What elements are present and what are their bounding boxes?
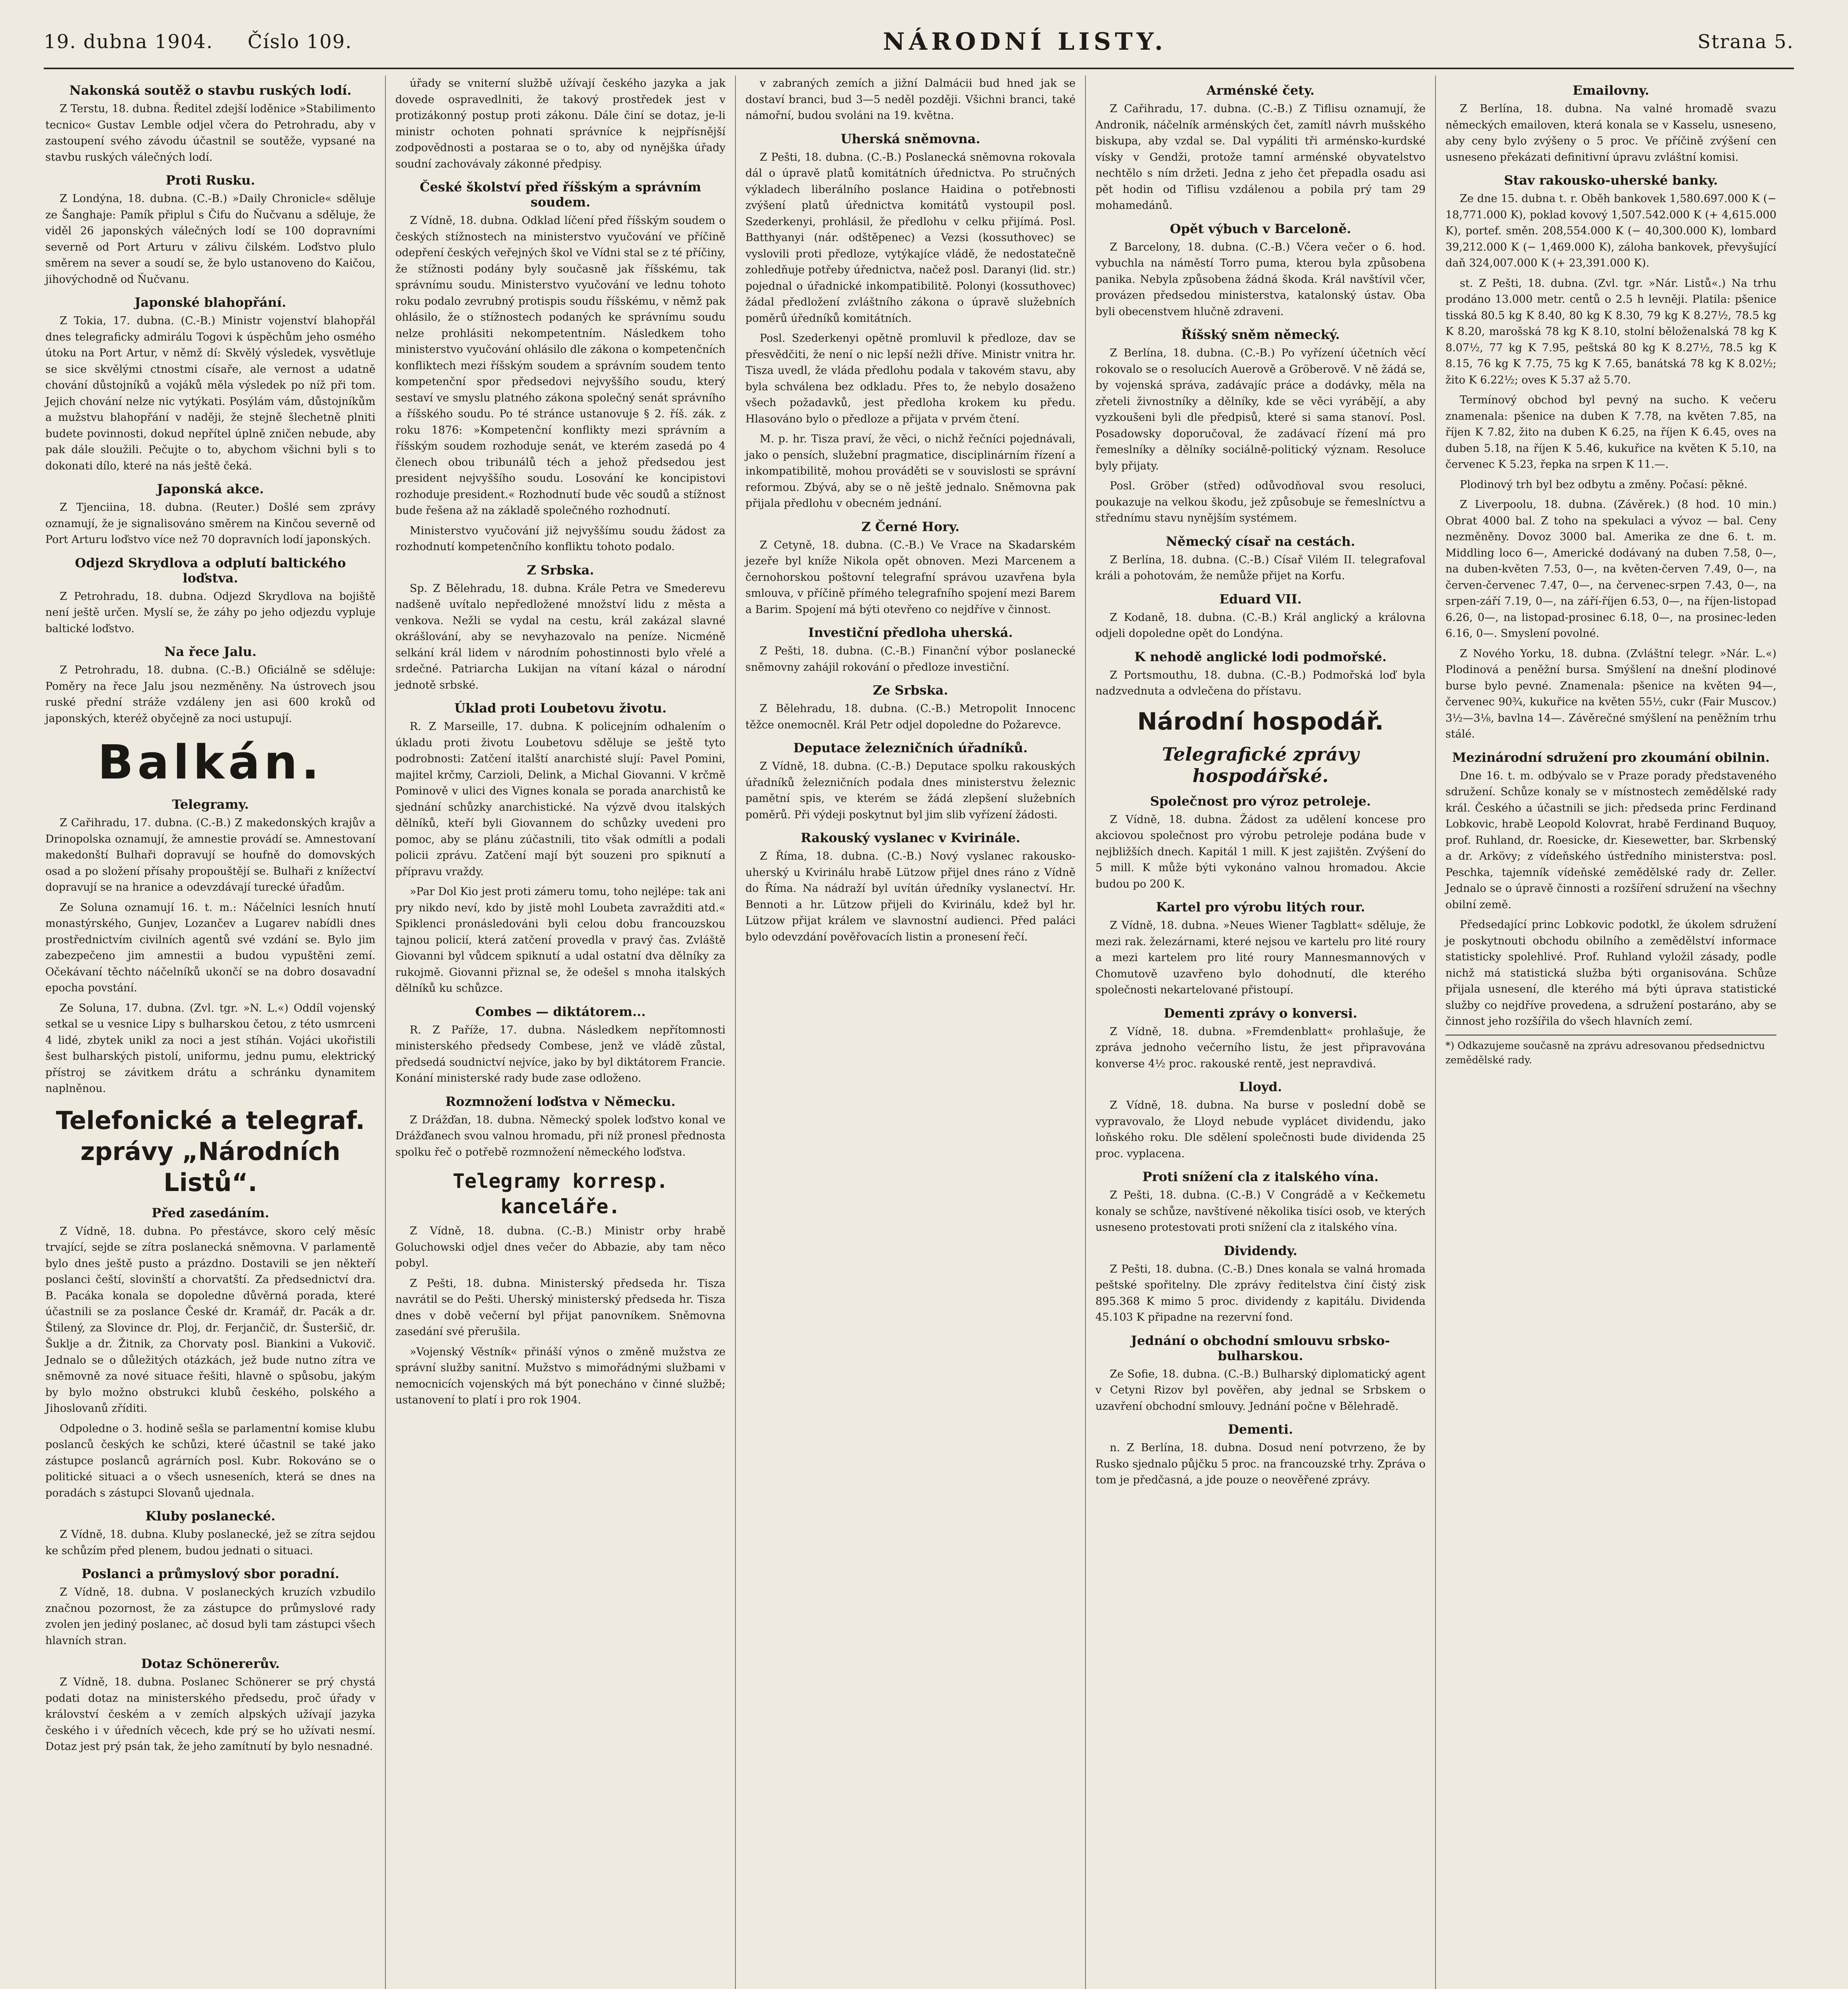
article-text: st. Z Pešti, 18. dubna. (Zvl. tgr. »Nár. Listů«.) Na trhu prodáno 13.000 metr. centů o 2.5 h levněji. Platila: pšenice tisská 80.5 kg K 8.40, 80 kg K 8.30, 79 kg K 8.27½, 78.5 kg K 8.20, marošská 78 kg K 8.10, stolní běloženalská 78 kg K 8.07½, 77 kg K 7.95, peštská 80 kg K 8.27½, 78.5 kg K 8.15, 76 kg K 7.75, 75 kg K 7.65, banátská 78 kg K 8.02½; žito K 6.22½; oves K 5.37 až 5.70. xyxy=(1445,277,1776,386)
section-heading-telefonicke: Telefonické a telegraf. zprávy „Národních Listů“. xyxy=(56,1105,365,1197)
section-heading-telegraficke-zpravy: Telegrafické zprávy hospodářské. xyxy=(1162,743,1359,786)
article-heading: Dividendy. xyxy=(1224,1243,1297,1258)
article-heading: Emailovny. xyxy=(1572,83,1650,98)
article-columns xyxy=(36,76,1818,1989)
article-heading: Arménské čety. xyxy=(1206,83,1315,98)
article-text: »Par Dol Kio jest proti zámeru tomu, toho nejlépe: tak ani pry nikdo neví, kdo by jistě mohl Loubeta zavražditi atd.« Spiklenci pronásledováni byli celou dobu francouzskou tajnou policií, která zatčení provedla v pravý čas. Zvláště Giovanni byl vůdcem spiknutí a udal ostatní dva dělníky za rukojmě. Giovanni přiznal se, že odešel s mnoha italských dělníků ku schůzce. xyxy=(395,886,726,994)
article-text: Z Říma, 18. dubna. (C.-B.) Nový vyslanec rakousko-uherský u Kvirinálu hrabě Lützow přijel dnes ráno z Vídně do Říma. Na nádraží byl uvítán úředníky vyslanectví. Hr. Bennoti a hr. Lützow přijeli do Kvirinálu, kdež byl hr. Lützow přijat králem ve slavnostní audienci. Před paláci bylo odevzdání pověřovacích listin a pronesení řečí. xyxy=(745,850,1076,943)
article-text: Z Vídně, 18. dubna. V poslaneckých kruzích vzbudilo značnou pozornost, že za zástupce do průmyslové rady zvolen jen jediný poslanec, ač dosud byli tam zástupci všech hlavních stran. xyxy=(45,1586,375,1647)
article-text: Z Vídně, 18. dubna. Poslanec Schönerer se prý chystá podati dotaz na ministerského předsedu, proč úřady v království českém a v zemích alpských užívají jazyka českého i v úředních věcech, kde prý se ho užívati nesmí. Dotaz jest prý psán tak, že jeho zamítnutí by bylo nesnadné. xyxy=(45,1676,375,1753)
article-heading: Rakouský vyslanec v Kvirinále. xyxy=(800,830,1021,845)
article-text: n. Z Berlína, 18. dubna. Dosud není potvrzeno, že by Rusko sjednalo půjčku 5 proc. na francouzské trhy. Zpráva o tom je předčasná, a jde pouze o neověřené zprávy. xyxy=(1095,1442,1426,1486)
issue-date: 19. dubna 1904. xyxy=(44,31,214,53)
article-heading: České školství před říšským a správním soudem. xyxy=(420,179,701,210)
article-text: Termínový obchod byl pevný na sucho. K večeru znamenala: pšenice na duben K 7.78, na květen 7.85, na říjen K 7.82, žito na duben K 6.25, na říjen K 6.45, oves na duben 5.18, na říjen K 5.46, kukuřice na květen K 5.10, na červenec K 5.23, řepka na srpen K 11.—. xyxy=(1445,394,1776,471)
article-text: Dne 16. t. m. odbývalo se v Praze porady představeného sdružení. Schůze konaly se v místnostech zemědělské rady král. Českého a účastnili se jich: předseda princ Ferdinand Lobkovic, hrabě Leopold Kolovrat, hrabě Ferdinand Buquoy, prof. Ruhland, dr. Roesicke, dr. Kiesewetter, bar. Skrbenský a dr. Arkövy; z vídeňského ústředního ministerstva: posl. Peschka, tajemník vídeňské zemědělské rady dr. Zeller. Jednalo se o úpravě činnosti a rozšíření sdružení na všechny obilní země. xyxy=(1445,769,1776,911)
article-heading: Combes — diktátorem... xyxy=(475,1004,646,1019)
article-text: Ministerstvo vyučování již nejvyššímu soudu žádost za rozhodnutí kompetenčního konfliktu tohoto podalo. xyxy=(395,524,726,553)
footnote: *) Odkazujeme současně na zprávu adresovanou předsednictvu zemědělské rady. xyxy=(1445,1035,1776,1067)
article-text: Z Pešti, 18. dubna. (C.-B.) Dnes konala se valná hromada peštské spořitelny. Dle zprávy ředitelstva činí čistý zisk 895.368 K mimo 5 proc. dividendy z kapitálu. Dividenda 45.103 K připadne na rezervní fond. xyxy=(1095,1263,1426,1323)
article-text: Ze Soluna, 17. dubna. (Zvl. tgr. »N. L.«) Oddíl vojenský setkal se u vesnice Lipy s bulharskou četou, z této usmrceni 4 lidé, zbytek unikl za noci a jest stíhán. Vojáci ukořistili šest bulharských pistolí, uniformu, jednu pumu, elektrický přístroj se závitkem drátu a schránku dynamitem naplněnou. xyxy=(45,1002,375,1095)
page-number: Strana 5. xyxy=(1697,31,1794,53)
article-heading: Říšský sněm německý. xyxy=(1181,327,1340,342)
article-text: Z Vídně, 18. dubna. Kluby poslanecké, jež se zítra sejdou ke schůzím před plenem, budou jednati o situaci. xyxy=(45,1528,375,1557)
article-text: úřady se vniterní službě užívají českého jazyka a jak dovede ospravedlniti, že takový prostředek jest v protizákonný postup proti zákonu. Dále činí se dotaz, je-li ministr ochoten pohnati správníce k nejpřísnější zodpovědnosti a postaraa se o to, aby od nynějška úřady soudní zachovávaly zákonné předpisy. xyxy=(395,77,726,170)
article-text: Z Terstu, 18. dubna. Ředitel zdejší loděnice »Stabilimento tecnico« Gustav Lemble odjel včera do Petrohradu, aby v zastoupení svého závodu účastnil se soutěže, vypsané na stavbu ruských válečných lodí. xyxy=(45,103,375,163)
article-heading: Odjezd Skrydlova a odplutí baltického loďstva. xyxy=(75,555,346,586)
article-heading: Opět výbuch v Barceloně. xyxy=(1170,221,1351,236)
article-text: Z Cetyně, 18. dubna. (C.-B.) Ve Vrace na Skadarském jezeře byl kníže Nikola opět obnoven. Mezi Marcenem a černohorskou poštovní telegrafní správou uzavřena byla smlouva, v příčině přímého telegrafního spojení mezi Barem a Barim. Spojení má býti otevřeno co nejdříve v činnost. xyxy=(745,539,1076,616)
article-text: Z Portsmouthu, 18. dubna. (C.-B.) Podmořská loď byla nadzvednuta a odvlečena do přístavu. xyxy=(1095,669,1426,697)
article-text: Posl. Gröber (střed) odůvodňoval svou resoluci, poukazuje na velkou škodu, jež způsobuje se řemeslníctvu a střednímu stavu nynějším systémem. xyxy=(1095,480,1426,524)
article-text: Ze Sofie, 18. dubna. (C.-B.) Bulharský diplomatický agent v Cetyni Rizov byl pověřen, aby jednal se Srbskem o uzavření obchodní smlouvy. Jednání počne v Bělehradě. xyxy=(1095,1368,1426,1413)
section-heading-balkan: Balkán. xyxy=(97,735,323,790)
section-heading-telegramy-korresp: Telegramy korresp. kanceláře. xyxy=(453,1170,668,1218)
article-heading: Investiční předloha uherská. xyxy=(808,625,1013,640)
column-5 xyxy=(1436,76,1786,1989)
article-text: R. Z Marseille, 17. dubna. K policejním odhalením o úkladu proti životu Loubetovu sděluje se ještě tyto podrobnosti: Zatčení italští anarchisté slují: Pavel Pomini, majitel krčmy, Carzioli, Delink, a Michal Giovanni. V krčmě Pominově v ulici des Vignes konala se porada anarchistů ke sjednání schůzky anarchistické. Na výzvě dvou italských dělníků, kteří byli Giovannem do schůzky uvedeni pro pomoc, aby se plánu zúčastnili, tito však odmítli a podali policii zprávu. Zatčení mají být souzeni pro spiknutí a přípravu vraždy. xyxy=(395,720,726,878)
article-text: Z Tokia, 17. dubna. (C.-B.) Ministr vojenství blahopřál dnes telegraficky admirálu Togovi k úspěchům jeho osmého útoku na Port Artur, v němž dí: Skvělý výsledek, vysvětluje se sice skvělými ctnostmi císaře, ale vernost a udatně chování důstojníků a vojáků měla výsledek po níž při tom. Jejich chování nelze nic vytýkati. Posýlám vám, důstojníkům a mužstvu blahopřání v naději, že stejně šlechetně plniti budete povinnosti, dokud nepřítel úplně zničen nebude, aby pak dále sloužili. Pečujte o to, abychom všichni byli s to dokonati dílo, které na nás ještě čeká. xyxy=(45,315,375,472)
article-text: Z Vídně, 18. dubna. (C.-B.) Deputace spolku rakouských úřadníků železničních podala dnes ministerstvu železnic pamětní spis, ve kterém se žádá zlepšení služebních poměrů. Při výdeji poskytnut byl jim slib vyřízení žádosti. xyxy=(745,760,1076,821)
article-heading: Stav rakousko-uherské banky. xyxy=(1504,173,1718,188)
article-text: Z Cařihradu, 17. dubna. (C.-B.) Z Tiflisu oznamují, že Andronik, náčelník arménských čet, zamítl návrh mušského biskupa, aby vzdal se. Dal vypáliti tři arménsko-kurdské vísky v Gendži, protože tamní arménské obyvatelstvo nechtělo s ním držeti. Jedna z jeho čet přepadla osadu asi pět hodin od Tiflisu vzdálenou a pobila prý tam 29 mohamedánů. xyxy=(1095,103,1426,212)
article-text: M. p. hr. Tisza praví, že věci, o nichž řečníci pojednávali, jako o pensích, služební pragmatice, disciplinárním řízení a inkompatibilitě, mohou prováděti se v souvislosti se správní reformou. Zbývá, aby se o ně ještě jednalo. Sněmovna pak přijala předlohu v obecném jednání. xyxy=(745,433,1076,510)
article-heading: Dementi zprávy o konversi. xyxy=(1163,1005,1358,1021)
article-text: v zabraných zemích a jižní Dalmácii bud hned jak se dostaví branci, bud 3—5 neděl později. Všichni branci, také námořní, budou svoláni na 19. května. xyxy=(745,77,1076,122)
article-heading: Úklad proti Loubetovu životu. xyxy=(454,701,667,716)
article-text: Z Drážďan, 18. dubna. Německý spolek loďstvo konal ve Drážďanech svou valnou hromadu, při níž pronesl přednosta spolku řeč o potřebě rozmnožení německého loďstva. xyxy=(395,1113,726,1158)
article-heading: Uherská sněmovna. xyxy=(840,131,980,146)
section-heading-narodni-hospodar: Národní hospodář. xyxy=(1137,707,1384,736)
issue-number: Číslo 109. xyxy=(247,31,352,53)
article-text: Z Liverpoolu, 18. dubna. (Závěrek.) (8 hod. 10 min.) Obrat 4000 bal. Z toho na spekulaci a vývoz — bal. Ceny nezměněny. Dovoz 3000 bal. Amerika ze dne 6. t. m. Middling loco 6—, Americké dodávaný na duben 7.58, 0—, na duben-květen 7.53, 0—, na květen-červen 7.49, 0—, na červen-červenec 7.47, 0—, na červenec-srpen 7.43, 0—, na srpen-září 7.19, 0—, na září-říjen 6.53, 0—, na říjen-listopad 6.26, 0—, na listopad-prosinec 6.18, 0—, na prosinec-leden 6.16, 0—. Smyslení povolné. xyxy=(1445,498,1776,640)
article-text: Z Nového Yorku, 18. dubna. (Zvláštní telegr. »Nár. L.«) Plodinová a peněžní bursa. Smýšlení na dnešní plodinové burse bylo pevné. Znamenala: pšenice na květen 94—, červenec 90¾, kukuřice na květen 55½, cukr (Fair Muscov.) 3½—3⅛, bavlna 14—. Závěrečné smýšlení na peněžním trhu stálé. xyxy=(1445,647,1776,740)
article-heading: Deputace železničních úřadníků. xyxy=(793,740,1028,755)
article-text: Z Berlína, 18. dubna. Na valné hromadě svazu německých emailoven, která konala se v Kasselu, usneseno, aby ceny bylo zvýšeny o 5 proc. Ve příčině zvýšení cen usneseno překázati definitivní úpravu zvláštní komisi. xyxy=(1445,103,1776,163)
article-heading: Před zasedáním. xyxy=(152,1205,269,1220)
article-heading: Nakonská soutěž o stavbu ruských lodí. xyxy=(69,83,352,98)
article-text: Ze Soluna oznamují 16. t. m.: Náčelníci lesních hnutí monastýrského, Gunjev, Lozančev a Lugarev nabídli dnes prostřednictvím civilních agentů své vzdání se. Bylo jim zabezpečeno jim amnestii a budou vypuštěni zemí. Očekávaní těchto náčelníků ukončí se na dobro dosavadní epocha povstání. xyxy=(45,901,375,994)
article-text: Sp. Z Bělehradu, 18. dubna. Krále Petra ve Smederevu nadšeně uvítalo nepředložené množství lidu z města a venkova. Nežli se vydal na cestu, král zakázal slavné okrášlování, aby se nevyhazovalo na peníze. Nicméně selkání král lidem v národním pohostinnosti bylo vřelé a srdečné. Patriarcha Lukijan na vítaní kázal o národní jednotě srbské. xyxy=(395,582,726,691)
article-text: R. Z Paříže, 17. dubna. Následkem nepřítomnosti ministerského předsedy Combese, jenž ve vládě zůstal, předsedá soudnictví nejvíce, jako by byl diktátorem Francie. Konání ministerské rady bude zase odloženo. xyxy=(395,1024,726,1084)
article-text: »Vojenský Věstník« přináší výnos o změně mužstva ze správní služby sanitní. Mužstvo s mimořádnými službami v nemocnicích vojenských má být ponecháno v činné službě; ustanovení to platí i pro rok 1904. xyxy=(395,1345,726,1406)
column-1 xyxy=(36,76,386,1989)
article-heading: Kluby poslanecké. xyxy=(145,1508,276,1524)
article-text: Z Petrohradu, 18. dubna. Odjezd Skrydlova na bojiště není ještě určen. Myslí se, že záhy po jeho odjezdu vypluje baltické loďstvo. xyxy=(45,590,375,635)
article-text: Odpoledne o 3. hodině sešla se parlamentní komise klubu poslanců českých ke schůzi, které účastnil se také jako zástupce poslanců agrárních posl. Kubr. Rokováno se o politické situaci a o všech usneseních, která se dnes na poradách s zástupci Slovanů ujednala. xyxy=(45,1422,375,1499)
article-text: Z Pešti, 18. dubna. (C.-B.) Finanční výbor poslanecké sněmovny zahájil rokování o předloze investiční. xyxy=(745,645,1076,673)
article-text: Z Vídně, 18. dubna. Po přestávce, skoro celý měsíc trvající, sejde se zítra poslanecká sněmovna. V parlamentě bylo dnes ještě pusto a prázdno. Dostavili se jen někteří poslanci čeští, slovinští a chorvatští. Za předsednictví dra. B. Pacáka konala se dopoledne důvěrná porada, které účastnili se za poslance České dr. Kramář, dr. Pacák a dr. Štilený, za Slovince dr. Ploj, dr. Ferjančič, dr. Šusteršič, dr. Šuklje a dr. Žitnik, za Chorvaty posl. Biankini a Vukovič. Jednalo se o důležitých otázkách, jež bude nutno zítra ve sněmovně za nové situace řešiti, hlavně o spůsobu, jakým by bylo možno obstrukci klubů českého, polského a Jihoslovanů zříditi. xyxy=(45,1225,375,1415)
newspaper-title: NÁRODNÍ LISTY. xyxy=(883,28,1167,56)
article-text: Z Pešti, 18. dubna. (C.-B.) V Congrádě a v Kečkemetu konaly se schůze, navštívené několika tisíci osob, ve kterých usneseno protestovati proti snížení cla z italského vína. xyxy=(1095,1189,1426,1234)
article-heading: Japonská akce. xyxy=(157,481,264,496)
article-text: Z Pešti, 18. dubna. Ministerský předseda hr. Tisza navrátil se do Pešti. Uherský ministerský předseda hr. Tisza dnes v době večerní byl přijat panovníkem. Sněmovna zasedání své přerušila. xyxy=(395,1277,726,1338)
article-heading: K nehodě anglické lodi podmořské. xyxy=(1134,649,1387,664)
article-text: Ze dne 15. dubna t. r. Oběh bankovek 1,580.697.000 K (− 18,771.000 K), poklad kovový 1,507.542.000 K (+ 4,615.000 K), portef. směn. 208,554.000 K (− 40,300.000 K), lombard 39,212.000 K (− 1,469.000 K), záloha bankovek, převyšující daň 324,007.000 K (+ 23,391.000 K). xyxy=(1445,193,1776,269)
article-text: Z Pešti, 18. dubna. (C.-B.) Poslanecká sněmovna rokovala dál o úpravě platů komitátních úřednictva. Po stručných výkladech liberálního poslance Haidina o potřebnosti zvýšení platů úřednictva komitátů vystoupil posl. Szederkenyi, prohlásil, že předlohu v celku přijímá. Posl. Batthyanyi (nár. odštěpenec) a Vezsi (kossuthovec) se vyslovili proti předloze, vytýkajíce vládě, že nedostatečně zohledňuje potřeby úřednictva, načež posl. Daranyi (lid. str.) pojednal o úřadnické inkompatibilitě. Polonyi (kossuthovec) žádal předložení zvláštního zákona o úpravě služebních poměrů úředníků komitátních. xyxy=(745,151,1076,325)
article-text: Plodinový trh byl bez odbytu a změny. Počasí: pěkné. xyxy=(1460,478,1748,491)
article-text: Posl. Szederkenyi opětně promluvil k předloze, dav se přesvědčiti, že není o nic lepší nežli dříve. Ministr vnitra hr. Tisza uvedl, že vláda předlohu podala v takovém stavu, aby byla schválena bez odkladu. Přes to, že nebylo dosaženo všech požadavků, jest předloha krokem ku předu. Hlasováno bylo o předloze a přijata v prvém čtení. xyxy=(745,332,1076,425)
article-heading: Proti Rusku. xyxy=(165,173,255,188)
article-text: Z Berlína, 18. dubna. (C.-B.) Po vyřízení účetních věcí rokovalo se o resolucích Auerově a Gröberově. V ně žádá se, by vojenská správa, zadávajíc práce a dodávky, měla na zřeteli živnostníky a dělníky, kde se věci vyrábějí, a aby vyzkoušeni byli dle předpisů, které si sama stanoví. Posl. Posadowsky doporučoval, že zadávací řízení má pro řemeslníky a dělníky sociálně-politický význam. Resoluce byly přijaty. xyxy=(1095,347,1426,472)
article-heading: Proti snížení cla z italského vína. xyxy=(1142,1169,1379,1184)
article-heading: Ze Srbska. xyxy=(873,683,948,698)
article-text: Z Kodaně, 18. dubna. (C.-B.) Král anglický a královna odjeli dopoledne opět do Londýna. xyxy=(1095,611,1426,640)
article-heading: Kartel pro výrobu litých rour. xyxy=(1156,899,1365,915)
article-text: Z Vídně, 18. dubna. Na burse v poslední době se vypravovalo, že Lloyd nebude vyplácet dividendu, jako loňského roku. Dle sdělení společnosti bude dividenda 25 proc. vyplacena. xyxy=(1095,1099,1426,1160)
column-4 xyxy=(1086,76,1436,1989)
issue-info xyxy=(44,31,352,53)
article-text: Z Londýna, 18. dubna. (C.-B.) »Daily Chronicle« sděluje ze Šanghaje: Pamík připlul s Čifu do Ňučvanu a sděluje, že viděl 26 japonských válečných lodí se 100 dopravními severně od Port Arturu v zálivu čilském. Loďstvo plulo směrem na sever a soudí se, že bylo ustanoveno do Kaičou, jihovýchodně od Ňučvanu. xyxy=(45,193,375,286)
article-text: Z Vídně, 18. dubna. »Neues Wiener Tagblatt« sděluje, že mezi rak. železárnami, které nejsou ve kartelu pro lité roury a mezi kartelem pro lité roury Mannesmannových v Chomutově uzavřeno bylo dohodnutí, dle kterého společnosti nekartelované přistoupí. xyxy=(1095,919,1426,996)
article-heading: Dotaz Schönererův. xyxy=(141,1656,280,1671)
article-heading: Z Srbska. xyxy=(527,562,594,578)
column-2 xyxy=(386,76,736,1989)
article-heading: Mezinárodní sdružení pro zkoumání obilnin. xyxy=(1452,749,1770,765)
article-text: Z Petrohradu, 18. dubna. (C.-B.) Oficiálně se sděluje: Poměry na řece Jalu jsou nezměněny. Na ústrovech jsou ruské přední stráže vzdáleny jen asi 600 kroků od japonských, kteréž obyčejně za noci ustupují. xyxy=(45,664,375,725)
article-text: Z Vídně, 18. dubna. (C.-B.) Ministr orby hrabě Goluchowski odjel dnes večer do Abbazie, aby tam něco pobyl. xyxy=(395,1225,726,1269)
article-text: Z Berlína, 18. dubna. (C.-B.) Císař Vilém II. telegrafoval králi a pohotovám, že nemůže přijet na Korfu. xyxy=(1095,553,1426,582)
article-heading: Rozmnožení loďstva v Německu. xyxy=(445,1094,676,1109)
article-heading: Z Černé Hory. xyxy=(861,519,960,534)
article-heading: Jednání o obchodní smlouvu srbsko-bulharskou. xyxy=(1131,1333,1390,1363)
masthead xyxy=(44,16,1794,69)
article-heading: Poslanci a průmyslový sbor poradní. xyxy=(81,1566,340,1581)
article-heading: Eduard VII. xyxy=(1219,591,1302,607)
article-text: Z Tjenciina, 18. dubna. (Reuter.) Došlé sem zprávy oznamují, že je signalisováno směrem na Kinčou severně od Port Arturu loďstvo více než 70 dopravních lodí japonských. xyxy=(45,501,375,546)
article-heading: Japonské blahopřání. xyxy=(134,295,286,310)
article-text: Z Barcelony, 18. dubna. (C.-B.) Včera večer o 6. hod. vybuchla na náměstí Torro puma, kterou byla způsobena panika. Nebyla způsobena žádná škoda. Král navštívil včer, provázen předsedou ministerstva, katalonský ústav. Oba byli obecenstvem hlučně zdraveni. xyxy=(1095,241,1426,318)
article-heading: Telegramy. xyxy=(172,797,249,812)
article-heading: Dementi. xyxy=(1228,1422,1293,1437)
article-heading: Na řece Jalu. xyxy=(164,644,257,659)
article-text: Z Vídně, 18. dubna. »Fremdenblatt« prohlašuje, že zpráva jednoho večerního listu, že jest připravována konverse 4½ proc. rakouské rentě, jest nepravdivá. xyxy=(1095,1025,1426,1070)
article-heading: Lloyd. xyxy=(1239,1079,1282,1094)
column-3 xyxy=(736,76,1086,1989)
article-text: Z Bělehradu, 18. dubna. (C.-B.) Metropolit Innocenc těžce onemocněl. Král Petr odjel dopoledne do Požarevce. xyxy=(745,703,1076,731)
article-text: Z Vídně, 18. dubna. Odklad líčení před říšským soudem o českých stížnostech na ministerstvo vyučování ve příčině odepření českých veřejných škol ve Vídni stal se z té příčiny, že stížnosti podány byly současně jak říšskému, tak správnímu soudu. Ministerstvo vyučování ve lednu tohoto roku podalo zevrubný protispis soudu říšskému, v němž pak ohlásilo, že o stížnostech podaných ke správnímu soudu nelze prohlásiti nekompetentním. Následkem toho ministerstvo vyučování ohlásilo dle zákona o kompetenčních konfliktech mezi říšským soudem a správním soudem tento kompetenční spor předsedovi nejvyššího soudu, který sestaví ve smyslu platného zákona společný senát správního a říšského soudu. Po té stránce ustanovuje § 2. říš. zák. z roku 1876: »Kompetenční konflikty mezi správním a říšským soudem rozhoduje senát, ve kterém zasedá po 4 členech obou tribunálů téch a jehož předsedou jest president nejvyššího soudu. Losování ke koncipistovi rozhoduje president.« Rozhodnutí bude věc soudů a stížnost bude řešena až na základě společného rozhodnutí. xyxy=(395,214,726,517)
article-heading: Německý císař na cestách. xyxy=(1165,533,1355,549)
article-text: Z Vídně, 18. dubna. Žádost za udělení koncese pro akciovou společnost pro výrobu petroleje podána bude v nejbližších dnech. Kapitál 1 mill. K jest zajištěn. Zvýšení do 5 mill. K může býti vykonáno valnou hromadou. Akcie budou po 200 K. xyxy=(1095,813,1426,890)
article-heading: Společnost pro výroz petroleje. xyxy=(1150,793,1371,809)
article-text: Předsedající princ Lobkovic podotkl, že úkolem sdružení je poskytnouti obchodu obilního a zemědělství informace statisticky spolehlivé. Prof. Ruhland vyložil zásady, podle nichž má statistická služba býti organisována. Schůze přijala usnesení, dle kterého má býti úprava statistické služby co nejdříve provedena, a sdružení postaráno, aby se činnost jeho rozšířila do všech hlavních zemí. xyxy=(1445,919,1776,1028)
article-text: Z Cařihradu, 17. dubna. (C.-B.) Z makedonských krajův a Drinopolska oznamují, že amnestie provádí se. Amnestovaní makedonští Bulhaři dopravují se houfně do domovských osad a po složení přísahy propouštějí se. Bulhaři z knížectví dopravují se na hranice a odevzdávají turecké úřadům. xyxy=(45,817,375,893)
